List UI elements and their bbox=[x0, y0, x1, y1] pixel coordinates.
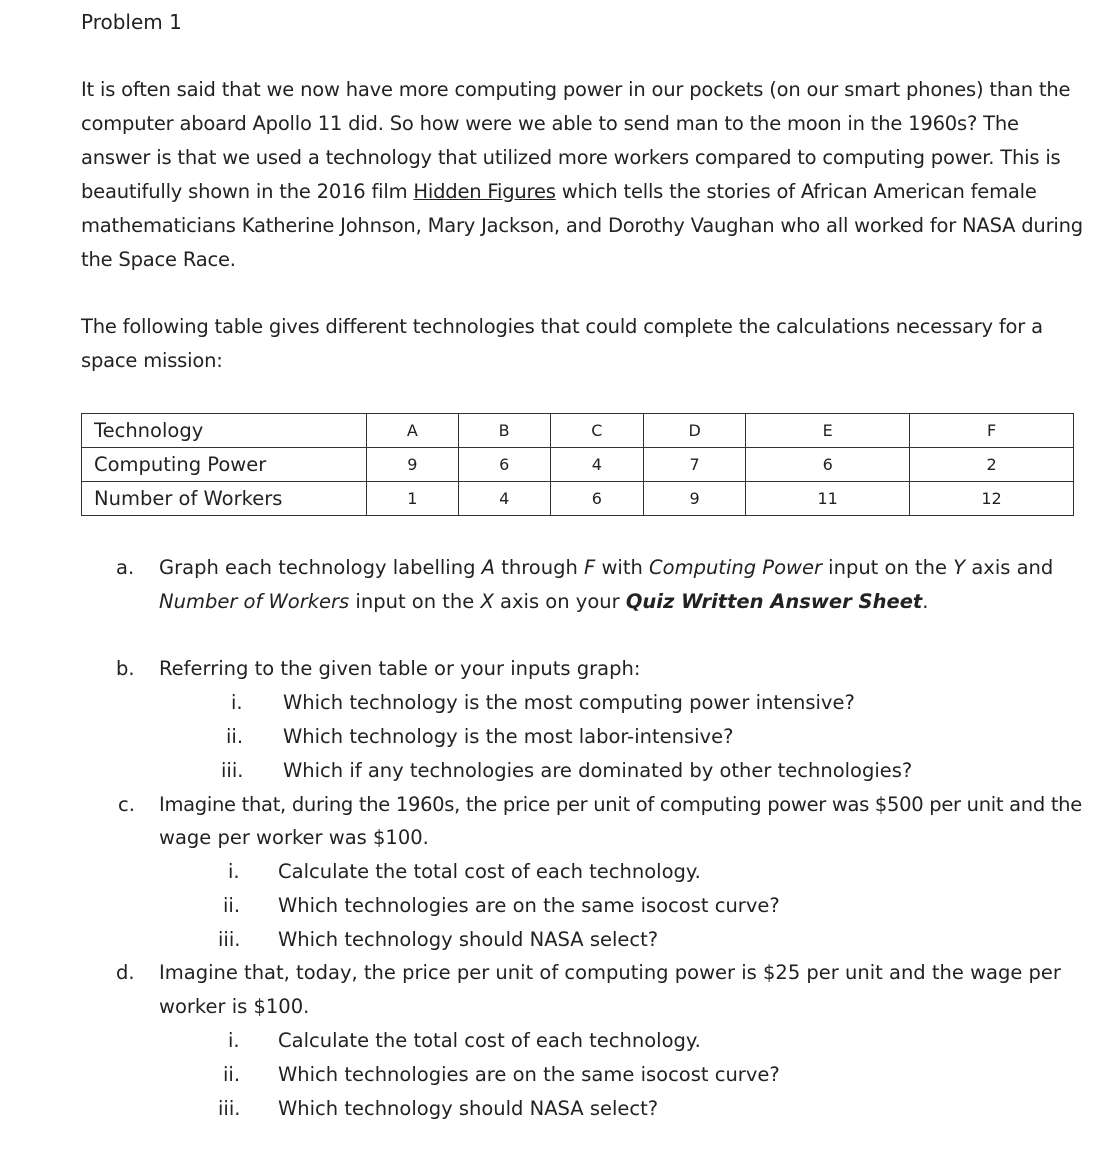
question-b-marker: b. bbox=[116, 657, 135, 680]
question-c-item-text: Which technology should NASA select? bbox=[278, 928, 659, 951]
question-c-marker: c. bbox=[118, 793, 135, 816]
question-b-text: Referring to the given table or your inputs graph: bbox=[159, 657, 641, 680]
table-cell: 11 bbox=[746, 482, 910, 516]
header-label: Technology bbox=[82, 414, 367, 448]
technology-table bbox=[81, 413, 1074, 516]
question-a-line2: Number of Workers input on the X axis on your Quiz Written Answer Sheet. bbox=[159, 590, 929, 613]
question-d-item-text: Calculate the total cost of each technology. bbox=[278, 1029, 701, 1052]
table-cell: 9 bbox=[644, 482, 746, 516]
question-b-item-num: ii. bbox=[226, 725, 244, 748]
header-cell-d: D bbox=[644, 414, 746, 448]
problem-title: Problem 1 bbox=[81, 10, 182, 34]
question-d-line2: worker is $100. bbox=[159, 995, 310, 1018]
header-cell-f: F bbox=[910, 414, 1074, 448]
question-b-item-num: iii. bbox=[221, 759, 244, 782]
row-label: Computing Power bbox=[82, 448, 367, 482]
question-d-item-num: iii. bbox=[218, 1097, 241, 1120]
table-cell: 7 bbox=[644, 448, 746, 482]
table-cell: 9 bbox=[367, 448, 459, 482]
intro-paragraph bbox=[81, 73, 1091, 277]
table-cell: 6 bbox=[746, 448, 910, 482]
table-intro-paragraph: The following table gives different technologies that could complete the calculations necessary for a space mission: bbox=[81, 315, 1043, 372]
row-label: Number of Workers bbox=[82, 482, 367, 516]
header-cell-a: A bbox=[367, 414, 459, 448]
question-c-item-num: ii. bbox=[223, 894, 241, 917]
film-title-link: Hidden Figures bbox=[413, 180, 556, 203]
table-header-row bbox=[82, 414, 1074, 448]
table-cell: 6 bbox=[550, 482, 643, 516]
question-a-marker: a. bbox=[116, 556, 135, 579]
intro-text-after: which tells the stories of African American female mathematicians Katherine Johnson, Mary Jackson, and Dorothy Vaughan who all worked for NASA during the Space Race. bbox=[81, 180, 1083, 271]
table-cell: 6 bbox=[458, 448, 550, 482]
header-cell-b: B bbox=[458, 414, 550, 448]
table-cell: 4 bbox=[550, 448, 643, 482]
header-cell-e: E bbox=[746, 414, 910, 448]
question-b-item-num: i. bbox=[231, 691, 243, 714]
question-a-line1: Graph each technology labelling A through F with Computing Power input on the Y axis and bbox=[159, 556, 1054, 579]
table-cell: 12 bbox=[910, 482, 1074, 516]
table-cell: 4 bbox=[458, 482, 550, 516]
table-cell: 1 bbox=[367, 482, 459, 516]
question-b-item-text: Which technology is the most labor-intensive? bbox=[283, 725, 734, 748]
question-d-line1: Imagine that, today, the price per unit of computing power is $25 per unit and the wage per bbox=[159, 961, 1061, 984]
question-c-item-num: i. bbox=[228, 860, 240, 883]
question-c-line2: wage per worker was $100. bbox=[159, 826, 429, 849]
question-c-item-text: Calculate the total cost of each technology. bbox=[278, 860, 701, 883]
question-b-item-text: Which if any technologies are dominated by other technologies? bbox=[283, 759, 913, 782]
table-row-number-of-workers bbox=[82, 482, 1074, 516]
question-c-item-num: iii. bbox=[218, 928, 241, 951]
header-cell-c: C bbox=[550, 414, 643, 448]
table-cell: 2 bbox=[910, 448, 1074, 482]
question-b-item-text: Which technology is the most computing power intensive? bbox=[283, 691, 855, 714]
question-c-line1: Imagine that, during the 1960s, the price per unit of computing power was $500 per unit and the bbox=[159, 793, 1082, 816]
intro-text-before: It is often said that we now have more computing power in our pockets (on our smart phones) than the computer aboard Apollo 11 did. So how were we able to send man to the moon in the 1960s? The answer is that we used a technology that utilized more workers compared to computing power. This is beautifully shown in the 2016 film bbox=[81, 78, 1071, 203]
table-row-computing-power bbox=[82, 448, 1074, 482]
question-d-marker: d. bbox=[116, 961, 135, 984]
question-c-item-text: Which technologies are on the same isocost curve? bbox=[278, 894, 780, 917]
question-d-item-num: i. bbox=[228, 1029, 240, 1052]
question-d-item-text: Which technology should NASA select? bbox=[278, 1097, 659, 1120]
question-d-item-text: Which technologies are on the same isocost curve? bbox=[278, 1063, 780, 1086]
question-d-item-num: ii. bbox=[223, 1063, 241, 1086]
